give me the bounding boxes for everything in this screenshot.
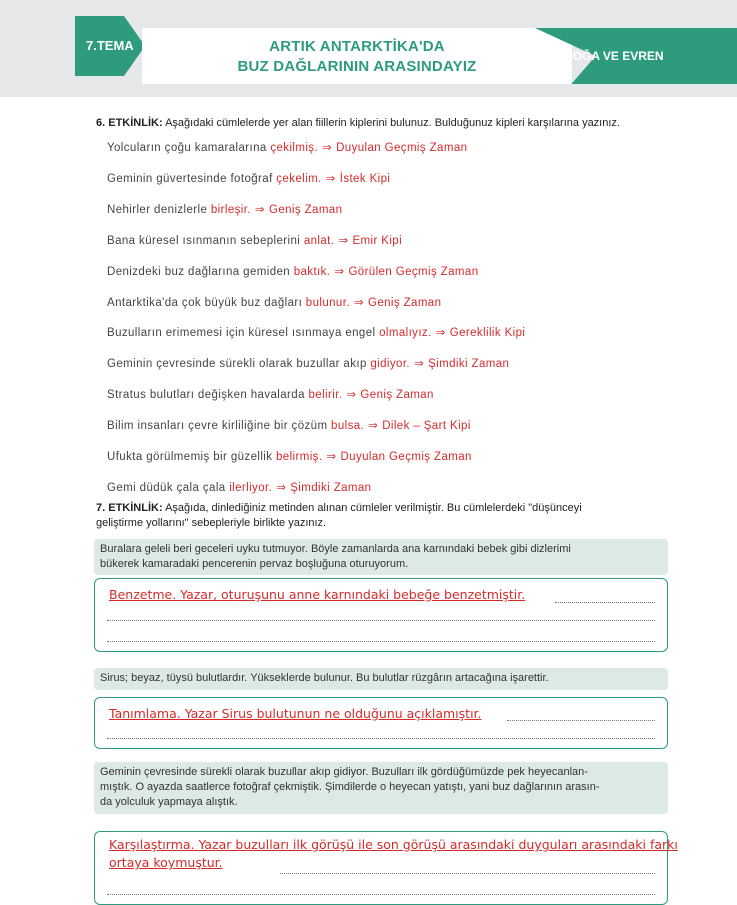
verb-text: birleşir.	[210, 203, 251, 216]
quote-3-line1: Geminin çevresinde sürekli olarak buzullar akıp gidiyor. Buzulları ilk gördüğümüzde pek heyecanlan-	[100, 766, 588, 778]
activity7-instruction-line2: geliştirme yollarını" sebepleriyle birlikte yazınız.	[96, 517, 327, 529]
quote-3-line2: mıştık. O ayazda saatlerce fotoğraf çekmiştik. Şimdilerde o heyecan yatıştı, yani buz dağlarının arasın-	[100, 781, 600, 793]
verb-text: bulunur.	[305, 296, 350, 309]
mood-answer: Duyulan Geçmiş Zaman	[336, 142, 468, 154]
activity6-item	[107, 264, 479, 278]
quote-box-2	[94, 668, 668, 690]
activity6-item	[107, 171, 390, 185]
activity6-item	[107, 387, 434, 401]
quote-box-3	[94, 762, 668, 814]
activity7-heading	[96, 501, 668, 531]
sentence-text: Bana küresel ısınmanın sebeplerini	[107, 234, 301, 247]
mood-answer: Dilek – Şart Kipi	[382, 420, 471, 433]
verb-text: çekelim.	[276, 172, 322, 185]
tema-label: 7.TEMA	[86, 38, 134, 53]
dotted-line	[107, 894, 655, 895]
verb-text: ilerliyor.	[229, 481, 273, 494]
activity6-label: 6. ETKİNLİK:	[96, 117, 163, 129]
arrow-icon: ⇒	[326, 451, 337, 463]
mood-answer: Geniş Zaman	[268, 203, 343, 216]
sentence-text: Antarktika'da çok büyük buz dağları	[107, 296, 303, 309]
arrow-icon: ⇒	[322, 142, 333, 154]
activity6-item	[107, 449, 472, 463]
mood-answer: Geniş Zaman	[360, 389, 434, 402]
activity6-item	[107, 480, 371, 494]
sentence-text: Stratus bulutları değişken havalarda	[107, 389, 305, 402]
mood-answer: Duyulan Geçmiş Zaman	[340, 451, 472, 463]
sentence-text: Nehirler denizlerle	[107, 203, 208, 216]
activity6-item	[107, 356, 509, 370]
activity7-instruction-line1: Aşağıda, dinlediğiniz metinden alınan cümleler verilmiştir. Bu cümlelerdeki "düşünceyi	[165, 502, 582, 514]
sentence-text: Bilim insanları çevre kirliliğine bir çözüm	[107, 420, 328, 433]
answer-box-2[interactable]	[94, 697, 668, 749]
mood-answer: Görülen Geçmiş Zaman	[348, 265, 479, 278]
verb-text: çekilmiş.	[270, 142, 319, 154]
verb-text: baktık.	[293, 265, 331, 278]
answer-3: Karşılaştırma. Yazar buzulları ilk görüşü ile son görüşü arasındaki duyguları arasındaki farkı ortaya koymuştur.	[109, 837, 678, 870]
activity7-label: 7. ETKİNLİK:	[96, 502, 163, 514]
quote-2-line1: Sirus; beyaz, tüysü bulutlardır. Yükseklerde bulunur. Bu bulutlar rüzgârın artacağına işarettir.	[100, 672, 549, 684]
activity6-instruction: Aşağıdaki cümlelerde yer alan fiillerin kiplerini bulunuz. Bulduğunuz kipleri karşılarına yazınız.	[165, 117, 620, 129]
sentence-text: Gemi düdük çala çala	[107, 481, 226, 494]
arrow-icon: ⇒	[338, 234, 349, 247]
mood-answer: İstek Kipi	[339, 172, 391, 185]
mood-answer: Gereklilik Kipi	[449, 327, 526, 340]
activity6-item	[107, 233, 402, 247]
quote-box-1	[94, 539, 668, 575]
arrow-icon: ⇒	[368, 420, 379, 433]
activity6-item	[107, 418, 471, 432]
arrow-icon: ⇒	[346, 389, 357, 402]
dotted-line	[507, 720, 655, 721]
quote-3-line3: da yolculuk yapmaya alıştık.	[100, 796, 238, 808]
sentence-text: Yolcuların çoğu kamaralarına	[107, 142, 267, 154]
dotted-line	[107, 620, 655, 621]
activity6-item	[107, 140, 467, 154]
page-title-line2: BUZ DAĞLARININ ARASINDAYIZ	[237, 58, 477, 75]
activity6-item	[107, 325, 525, 339]
dotted-line	[107, 641, 655, 642]
sentence-text: Buzulların erimemesi için küresel ısınmaya engel	[107, 327, 376, 340]
answer-box-3[interactable]	[94, 831, 678, 905]
sentence-text: Geminin çevresinde sürekli olarak buzullar akıp	[107, 358, 367, 371]
verb-text: bulsa.	[331, 420, 365, 433]
theme-label: DOĞA VE EVREN	[564, 49, 664, 63]
verb-text: belirmiş.	[276, 451, 323, 463]
verb-text: anlat.	[303, 234, 335, 247]
arrow-icon: ⇒	[435, 327, 446, 340]
mood-answer: Geniş Zaman	[367, 296, 442, 309]
title-box	[142, 28, 572, 84]
arrow-icon: ⇒	[414, 358, 425, 371]
arrow-icon: ⇒	[254, 203, 265, 216]
activity6-heading	[96, 116, 620, 131]
arrow-icon: ⇒	[334, 265, 345, 278]
dotted-line	[280, 873, 655, 874]
verb-text: gidiyor.	[370, 358, 411, 371]
page-title-line1: ARTIK ANTARKTİKA'DA	[269, 38, 445, 55]
activity6-item	[107, 295, 441, 309]
mood-answer: Emir Kipi	[352, 234, 403, 247]
arrow-icon: ⇒	[353, 296, 364, 309]
verb-text: olmalıyız.	[379, 327, 432, 340]
arrow-icon: ⇒	[276, 481, 287, 494]
answer-1: Benzetme. Yazar, oturuşunu anne karnındaki bebeğe benzetmiştir.	[109, 587, 526, 602]
verb-text: belirir.	[308, 389, 343, 402]
mood-answer: Şimdiki Zaman	[428, 358, 510, 371]
mood-answer: Şimdiki Zaman	[290, 481, 372, 494]
quote-1-line2: bükerek kamaradaki pencerenin pervaz boşluğuna oturuyorum.	[100, 558, 409, 570]
activity6-item	[107, 202, 342, 216]
answer-box-1[interactable]	[94, 578, 668, 652]
sentence-text: Denizdeki buz dağlarına gemiden	[107, 265, 291, 278]
sentence-text: Ufukta görülmemiş bir güzellik	[107, 451, 273, 463]
sentence-text: Geminin güvertesinde fotoğraf	[107, 172, 273, 185]
quote-1-line1: Buralara geleli beri geceleri uyku tutmuyor. Böyle zamanlarda ana karnındaki bebek gibi dizlerimi	[100, 543, 571, 555]
answer-2: Tanımlama. Yazar Sirus bulutunun ne olduğunu açıklamıştır.	[109, 706, 482, 721]
arrow-icon: ⇒	[325, 172, 336, 185]
dotted-line	[555, 602, 655, 603]
dotted-line	[107, 738, 655, 739]
